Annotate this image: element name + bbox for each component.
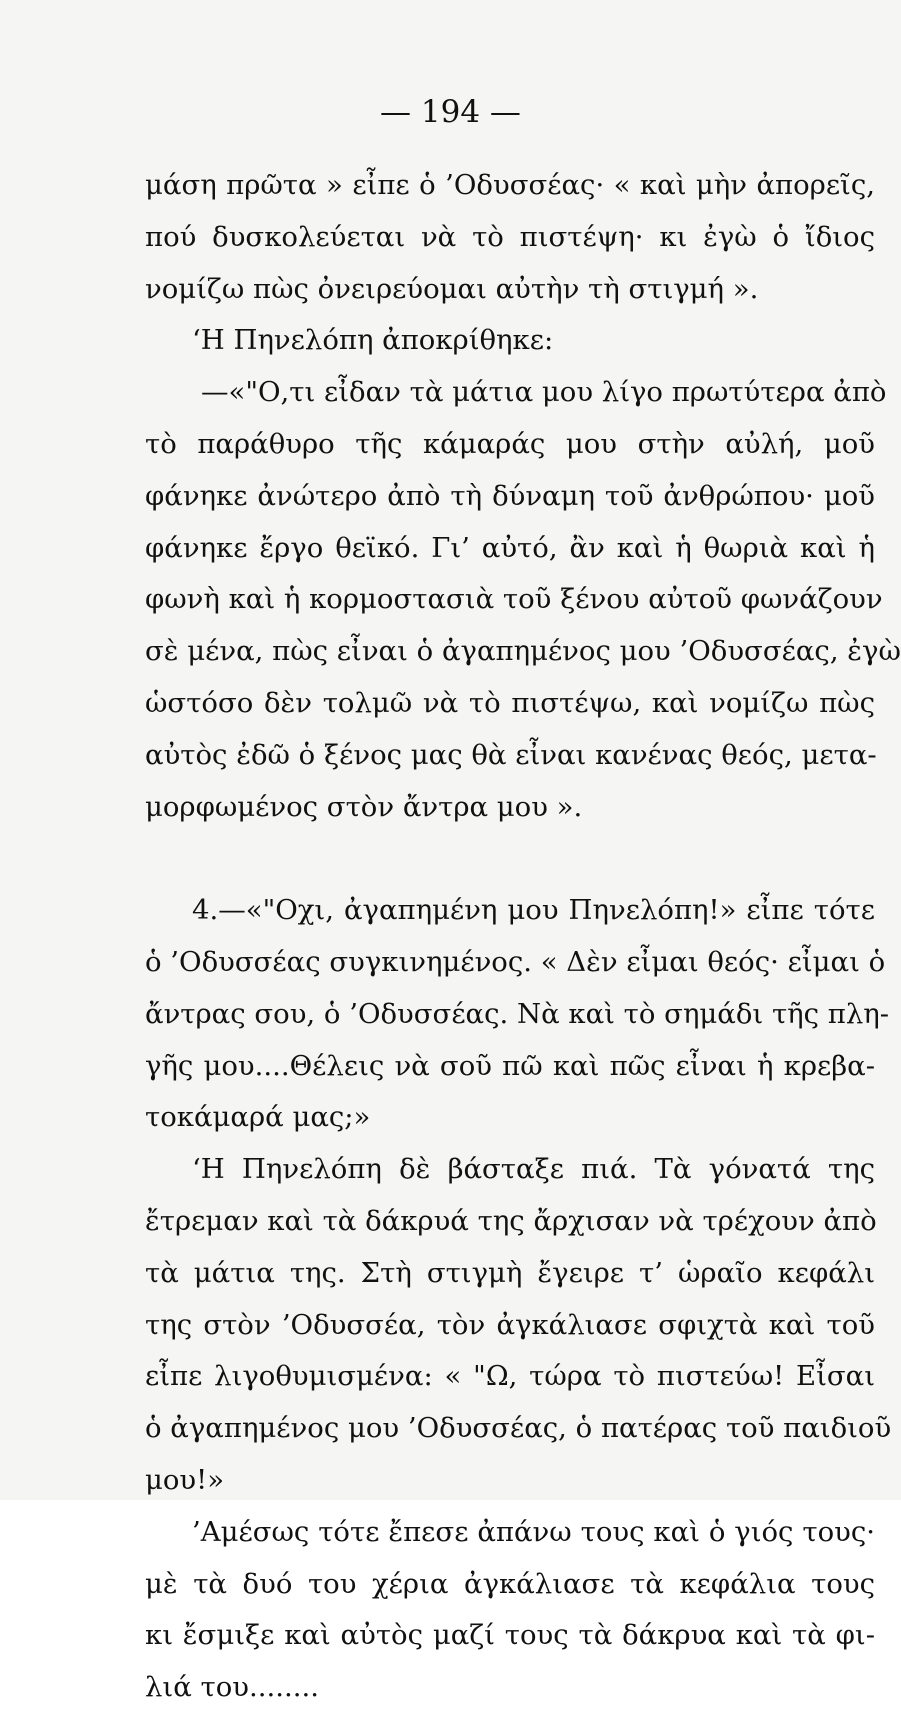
text-line: ὡστόσο δὲν τολμῶ νὰ τὸ πιστέψω, καὶ νομίζω πὼς <box>145 686 875 719</box>
text-line: λιά του........ <box>145 1671 319 1704</box>
text-line: μου!» <box>145 1463 225 1496</box>
text-line: ‘Η Πηνελόπη ἀποκρίθηκε: <box>192 324 554 357</box>
text-line: σὲ μένα, πὼς εἶναι ὁ ἀγαπημένος μου ’Οδυσσέας, ἐγὼ <box>145 635 901 668</box>
text-line: κι ἔσμιξε καὶ αὐτὸς μαζί τους τὰ δάκρυα καὶ τὰ φι- <box>145 1619 875 1652</box>
page-number: — 194 — <box>380 94 521 130</box>
text-line: τὰ μάτια της. Στὴ στιγμὴ ἔγειρε τ’ ὡραῖο κεφάλι <box>145 1256 875 1289</box>
text-line: ὁ ’Οδυσσέας συγκινημένος. « Δὲν εἶμαι θεός· εἶμαι ὁ <box>145 945 886 978</box>
text-line: τοκάμαρά μας;» <box>145 1101 371 1134</box>
text-line: ὁ ἀγαπημένος μου ’Οδυσσέας, ὁ πατέρας τοῦ παιδιοῦ <box>145 1412 892 1445</box>
text-line: μορφωμένος στὸν ἄντρα μου ». <box>145 790 583 823</box>
text-line: μὲ τὰ δυό του χέρια ἀγκάλιασε τὰ κεφάλια τους <box>145 1567 875 1600</box>
text-line: φάνηκε ἔργο θεϊκό. Γι’ αὐτό, ἂν καὶ ἡ θωριὰ καὶ ἡ <box>145 531 875 564</box>
text-line: 4.—«"Οχι, ἀγαπημένη μου Πηνελόπη!» εἶπε τότε <box>192 894 875 927</box>
text-line: ἔτρεμαν καὶ τὰ δάκρυά της ἄρχισαν νὰ τρέχουν ἀπὸ <box>145 1204 877 1237</box>
text-line: ‘Η Πηνελόπη δὲ βάσταξε πιά. Τὰ γόνατά της <box>192 1153 875 1186</box>
text-line: ’Αμέσως τότε ἔπεσε ἀπάνω τους καὶ ὁ γιός τους· <box>192 1515 875 1548</box>
text-line: φωνὴ καὶ ἡ κορμοστασιὰ τοῦ ξένου αὐτοῦ φωνάζουν <box>145 583 883 616</box>
text-line: της στὸν ’Οδυσσέα, τὸν ἀγκάλιασε σφιχτὰ καὶ τοῦ <box>145 1308 875 1341</box>
text-line: μάση πρῶτα » εἶπε ὁ ’Οδυσσέας· « καὶ μὴν ἀπορεῖς, <box>145 169 875 201</box>
text-line: γῆς μου....Θέλεις νὰ σοῦ πῶ καὶ πῶς εἶναι ἡ κρεβα- <box>145 1049 875 1082</box>
text-line: αὐτὸς ἐδῶ ὁ ξένος μας θὰ εἶναι κανένας θεός, μετα- <box>145 738 877 771</box>
body-text <box>145 160 901 1714</box>
text-line: εἶπε λιγοθυμισμένα: « "Ω, τώρα τὸ πιστεύω! Εἶσαι <box>145 1360 875 1393</box>
text-line: ἄντρας σου, ὁ ’Οδυσσέας. Νὰ καὶ τὸ σημάδι τῆς πλη- <box>145 997 890 1030</box>
text-line: φάνηκε ἀνώτερο ἀπὸ τὴ δύναμη τοῦ ἀνθρώπου· μοῦ <box>145 479 875 512</box>
text-line: τὸ παράθυρο τῆς κάμαράς μου στὴν αὐλή, μοῦ <box>145 427 875 460</box>
text-line: πού δυσκολεύεται νὰ τὸ πιστέψη· κι ἐγὼ ὁ ἴδιος <box>145 220 875 253</box>
text-line: νομίζω πὼς ὀνειρεύομαι αὐτὴν τὴ στιγμή ». <box>145 272 759 305</box>
text-line: —«"Ο,τι εἶδαν τὰ μάτια μου λίγο πρωτύτερα ἀπὸ <box>201 376 887 409</box>
paragraph-gap <box>145 833 875 885</box>
